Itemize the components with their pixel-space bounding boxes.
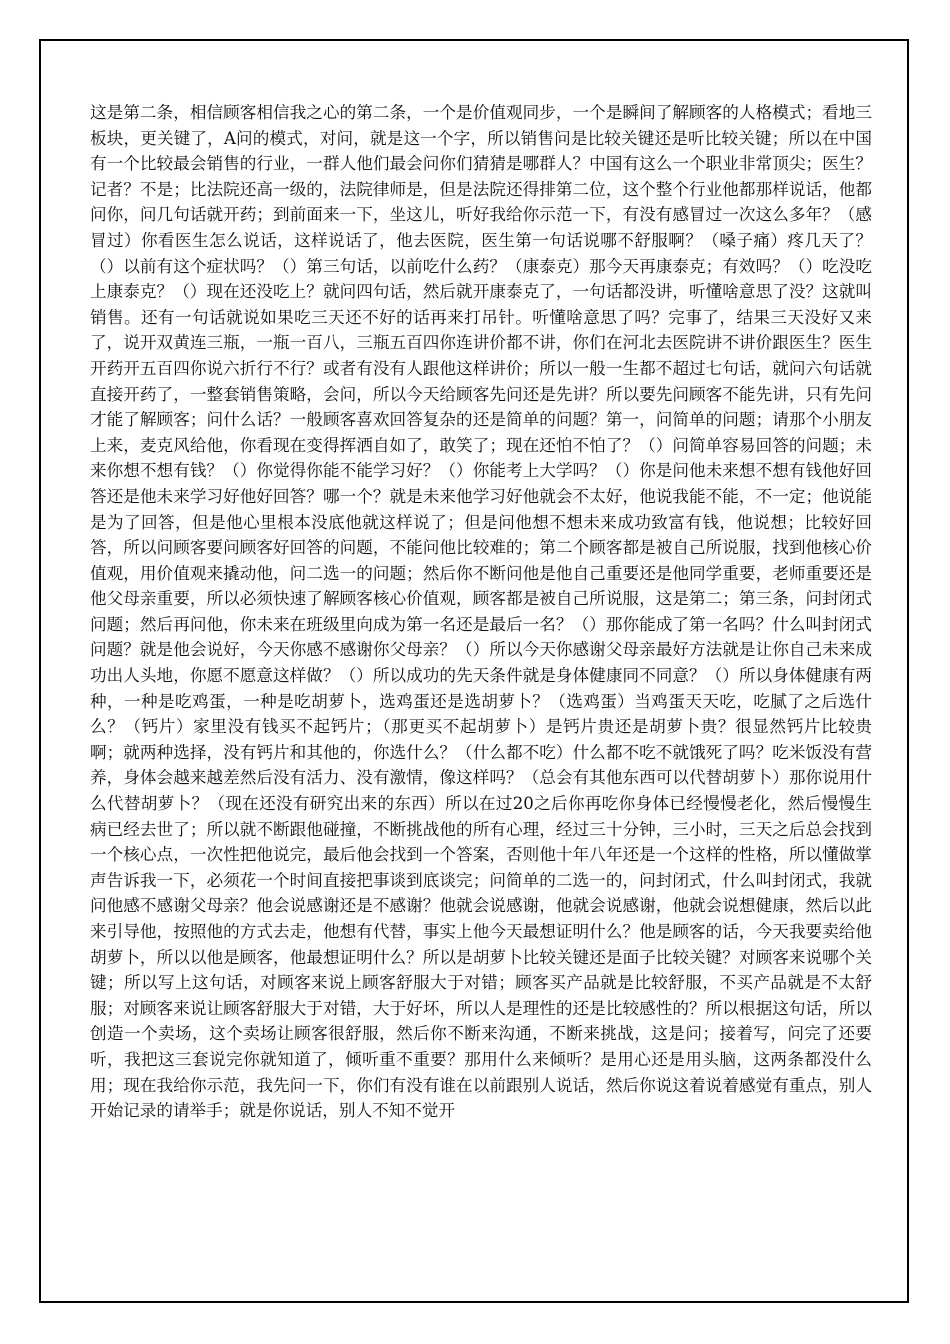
body-paragraph: 这是第二条，相信顾客相信我之心的第二条，一个是价值观同步，一个是瞬间了解顾客的人格模式；看地三板块，更关键了，A问的模式，对问，就是这一个字，所以销售问是比较关键还是听比较关键；所以在中国有一个比较最会销售的行业，一群人他们最会问你们猜猜是哪群人？中国有这么一个职业非常顶尖；医生？记者？不是；比法院还高一级的，法院律师是，但是法院还得排第二位，这个整个行业他都那样说话，他都问你，问几句话就开药；到前面来一下，坐这儿，听好我给你示范一下，有没有感冒过一次这么多年？（感冒过）你看医生怎么说话，这样说话了，他去医院，医生第一句话说哪不舒服啊？（嗓子痛）疼几天了？（）以前有这个症状吗？（）第三句话，以前吃什么药？（康泰克）那今天再康泰克；有效吗？（）吃没吃上康泰克？（）现在还没吃上？就问四句话，然后就开康泰克了，一句话都没讲，听懂啥意思了没？这就叫销售。还有一句话就说如果吃三天还不好的话再来打吊针。听懂啥意思了吗？完事了，结果三天没好又来了，说开双黄连三瓶，一瓶一百八，三瓶五百四你连讲价都不讲，你们在河北去医院讲不讲价跟医生？医生开药开五百四你说六折行不行？或者有没有人跟他这样讲价；所以一般一生都不超过七句话，就问六句话就直接开药了，一整套销售策略，会问，所以今天给顾客先问还是先讲？所以要先问顾客不能先讲，只有先问才能了解顾客；问什么话？一般顾客喜欢回答复杂的还是简单的问题？第一，问简单的问题；请那个小朋友上来，麦克风给他，你看现在变得挥洒自如了，敢笑了；现在还怕不怕了？（）问简单容易回答的问题；未来你想不想有钱？（）你觉得你能不能学习好？（）你能考上大学吗？（）你是问他未来想不想有钱他好回答还是他未来学习好他好回答？哪一个？就是未来他学习好他就会不太好，他说我能不能，不一定；他说能是为了回答，但是他心里根本没底他就这样说了；但是问他想不想未来成功致富有钱，他说想；比较好回答，所以问顾客要问顾客好回答的问题，不能问他比较难的；第二个顾客都是被自己所说服，找到他核心价值观，用价值观来撬动他，问二选一的问题；然后你不断问他是他自己重要还是他同学重要，老师重要还是他父母亲重要，所以必须快速了解顾客核心价值观，顾客都是被自己所说服，这是第二；第三条，问封闭式问题；然后再问他，你未来在班级里向成为第一名还是最后一名？（）那你能成了第一名吗？什么叫封闭式问题？就是他会说好，今天你感不感谢你父母亲？（）所以今天你感谢父母亲最好方法就是让你自己未来成功出人头地，你愿不愿意这样做？（）所以成功的先天条件就是身体健康同不同意？（）所以身体健康有两种，一种是吃鸡蛋，一种是吃胡萝卜，选鸡蛋还是选胡萝卜？（选鸡蛋）当鸡蛋天天吃，吃腻了之后选什么？（钙片）家里没有钱买不起钙片；（那更买不起胡萝卜）是钙片贵还是胡萝卜贵？很显然钙片比较贵啊；就两种选择，没有钙片和其他的，你选什么？（什么都不吃）什么都不吃不就饿死了吗？吃米饭没有营养，身体会越来越差然后没有活力、没有激情，像这样吗？（总会有其他东西可以代替胡萝卜）那你说用什么代替胡萝卜？（现在还没有研究出来的东西）所以在过20之后你再吃你身体已经慢慢老化，然后慢慢生病已经去世了；所以就不断跟他碰撞，不断挑战他的所有心理，经过三十分钟，三小时，三天之后总会找到一个核心点，一次性把他说完，最后他会找到一个答案，否则他十年八年还是一个这样的性格，所以懂做掌声告诉我一下，必须花一个时间直接把事谈到底谈完；问简单的二选一的，问封闭式，什么叫封闭式，我就问他感不感谢父母亲？他会说感谢还是不感谢？他就会说感谢，他就会说感谢，他就会说想健康，然后以此来引导他，按照他的方式去走，他想有代替，事实上他今天最想证明什么？他是顾客的话，今天我要卖给他胡萝卜，所以以他是顾客，他最想证明什么？所以是胡萝卜比较关键还是面子比较关键？对顾客来说哪个关键；所以写上这句话，对顾客来说上顾客舒服大于对错；顾客买产品就是比较舒服，不买产品就是不太舒服；对顾客来说让顾客舒服大于对错，大于好坏，所以人是理性的还是比较感性的？所以根据这句话，所以创造一个卖场，这个卖场让顾客很舒服，然后你不断来沟通，不断来挑战，这是问；接着写，问完了还要听，我把这三套说完你就知道了，倾听重不重要？那用什么来倾听？是用心还是用头脑，这两条都没什么用；现在我给你示范，我先问一下，你们有没有谁在以前跟别人说话，然后你说这着说着感觉有重点，别人开始记录的请举手；就是你说话，别人不知不觉开 [90,103,872,1121]
